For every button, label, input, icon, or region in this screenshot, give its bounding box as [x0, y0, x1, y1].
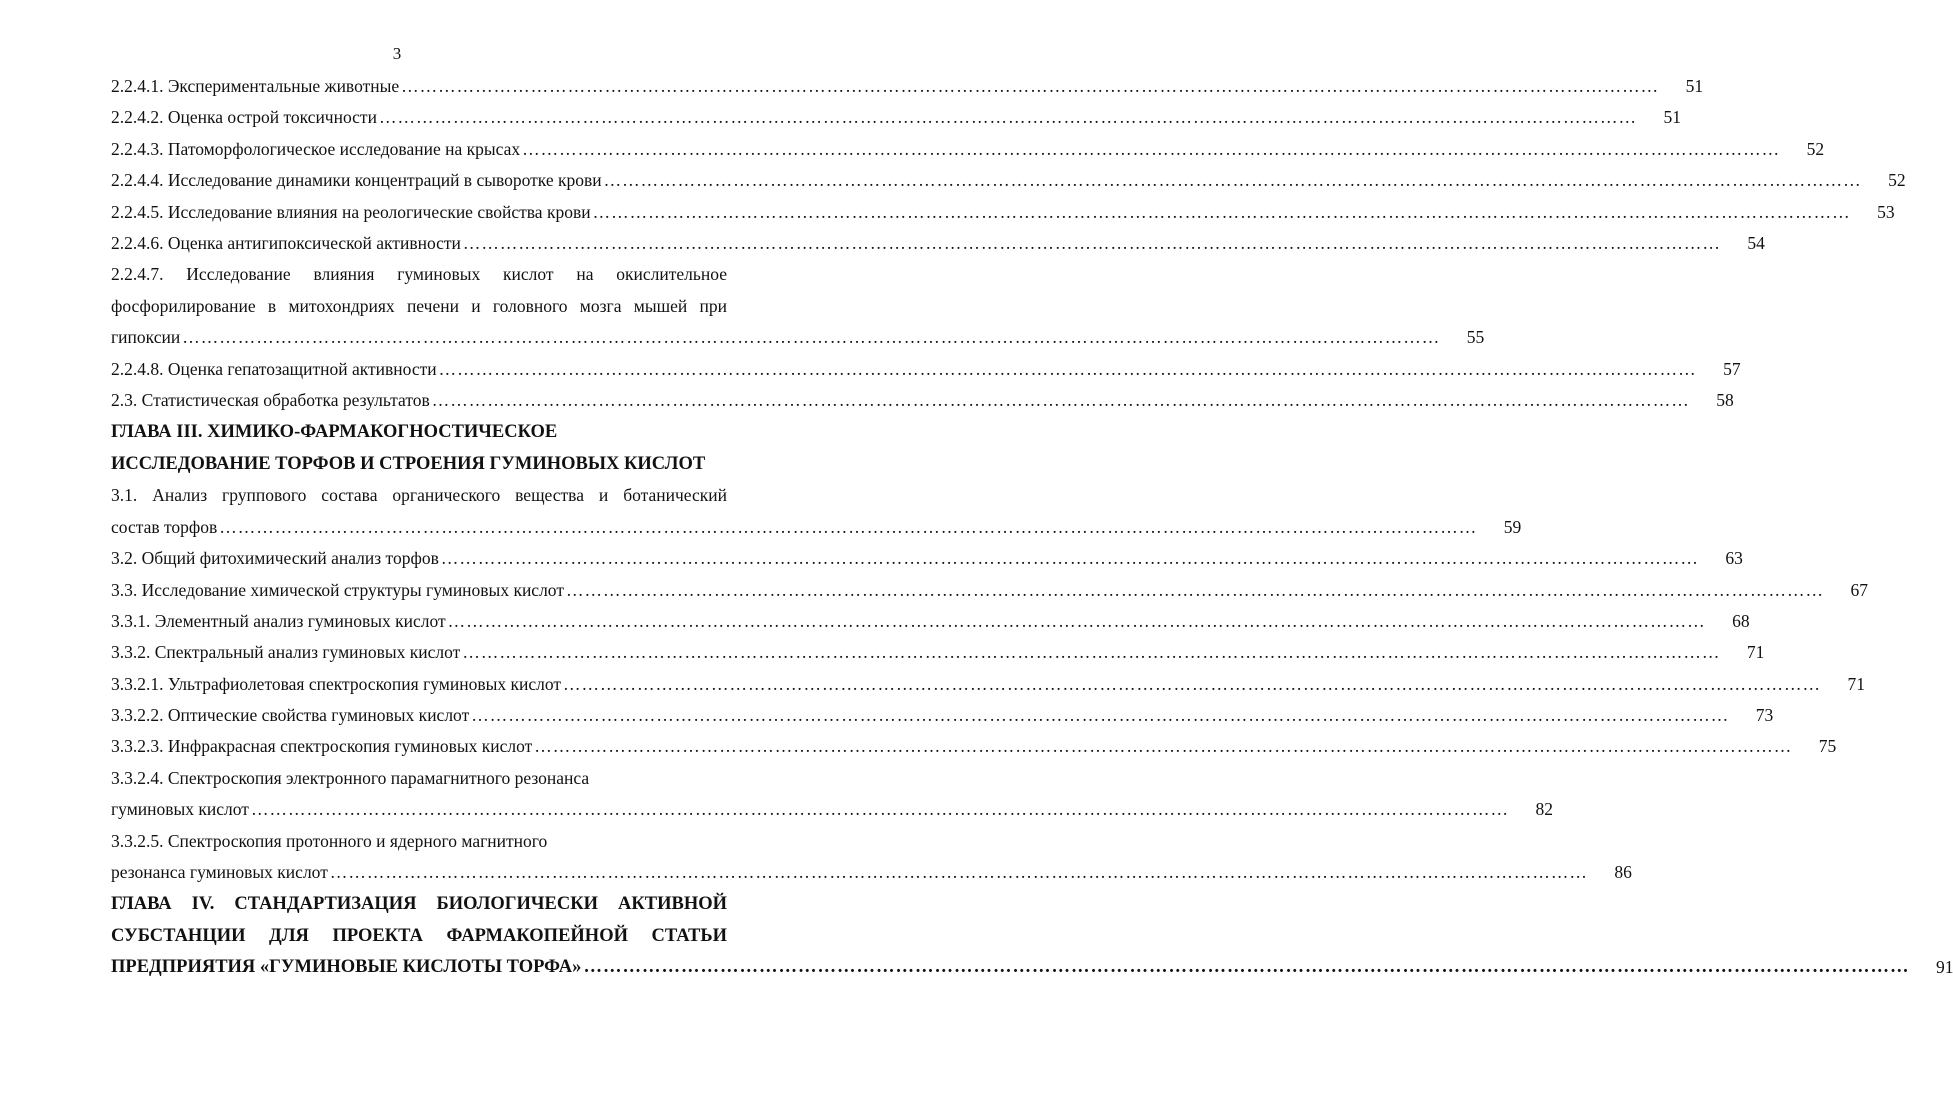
toc-entry	[111, 165, 1906, 196]
toc-entry-title: 2.2.4.6. Оценка антигипоксической активности	[111, 232, 461, 253]
toc-entry-title: 2.2.4.3. Патоморфологическое исследование на крысах	[111, 138, 521, 159]
dot-leader	[563, 669, 1821, 700]
toc-entry	[111, 731, 1837, 762]
table-of-contents	[111, 71, 1953, 984]
dot-leader	[219, 512, 1477, 543]
dot-leader	[432, 385, 1690, 416]
toc-entry-page: 63	[1725, 548, 1743, 569]
toc-entry-title: 2.2.4.8. Оценка гепатозащитной активности	[111, 358, 437, 379]
page-number: 3	[392, 44, 402, 63]
toc-entry	[111, 512, 1522, 543]
dot-leader	[522, 134, 1780, 165]
toc-entry-page: 57	[1723, 358, 1741, 379]
toc-entry	[111, 322, 1485, 353]
chapter-heading: СУБСТАНЦИИ ДЛЯ ПРОЕКТА ФАРМАКОПЕЙНОЙ СТАТЬИ	[111, 926, 727, 947]
toc-entry-line: 3.3.2.4. Спектроскопия электронного парамагнитного резонанса	[111, 767, 590, 788]
dot-leader	[330, 857, 1588, 888]
dot-leader	[448, 606, 1706, 637]
toc-entry-page: 67	[1850, 579, 1868, 600]
dot-leader	[379, 102, 1637, 133]
toc-entry-title: 3.3. Исследование химической структуры гуминовых кислот	[111, 579, 564, 600]
dot-leader	[471, 700, 1729, 731]
toc-entry-page: 68	[1732, 610, 1750, 631]
toc-entry-page: 71	[1746, 642, 1765, 663]
toc-entry-title: 3.2. Общий фитохимический анализ торфов	[111, 548, 439, 569]
dot-leader	[401, 71, 1659, 102]
toc-entry-title: ПРЕДПРИЯТИЯ «ГУМИНОВЫЕ КИСЛОТЫ ТОРФА»	[111, 957, 582, 978]
toc-entry-line: фосфорилирование в митохондриях печени и головного мозга мышей при	[111, 295, 727, 316]
toc-entry-title: 2.2.4.5. Исследование влияния на реологические свойства крови	[111, 201, 591, 222]
toc-entry	[111, 606, 1750, 637]
toc-entry-title: 2.3. Статистическая обработка результатов	[111, 389, 430, 410]
toc-entry-page: 86	[1614, 862, 1632, 883]
dot-leader	[463, 228, 1721, 259]
toc-entry	[111, 857, 1632, 888]
toc-entry-page: 51	[1663, 107, 1681, 128]
toc-entry-page: 82	[1535, 799, 1553, 820]
dot-leader	[534, 731, 1792, 762]
chapter-heading: ГЛАВА IV. СТАНДАРТИЗАЦИЯ БИОЛОГИЧЕСКИ АКТИВНОЙ	[111, 894, 727, 915]
dot-leader	[441, 543, 1699, 574]
toc-entry-page: 59	[1503, 516, 1522, 537]
toc-entry-title: 3.3.1. Элементный анализ гуминовых кислот	[111, 610, 446, 631]
toc-entry-line: 2.2.4.7. Исследование влияния гуминовых кислот на окислительное	[111, 264, 727, 285]
dot-leader	[593, 197, 1851, 228]
toc-entry-title: гипоксии	[111, 327, 181, 348]
dot-leader	[604, 165, 1862, 196]
dot-leader	[439, 354, 1697, 385]
chapter-heading: ИССЛЕДОВАНИЕ ТОРФОВ И СТРОЕНИЯ ГУМИНОВЫХ КИСЛОТ	[111, 454, 706, 475]
toc-entry	[111, 354, 1741, 385]
toc-entry	[111, 71, 1704, 102]
toc-entry	[111, 637, 1765, 668]
toc-entry-title: 3.3.2. Спектральный анализ гуминовых кислот	[111, 642, 461, 663]
toc-entry-line: 3.3.2.5. Спектроскопия протонного и ядерного магнитного	[111, 830, 548, 851]
toc-entry-title: 3.3.2.3. Инфракрасная спектроскопия гуминовых кислот	[111, 736, 533, 757]
toc-entry-page: 54	[1747, 232, 1765, 253]
toc-entry	[111, 134, 1825, 165]
toc-entry	[111, 543, 1743, 574]
toc-entry	[111, 197, 1895, 228]
toc-entry-title: 2.2.4.4. Исследование динамики концентраций в сыворотке крови	[111, 170, 602, 191]
toc-entry-title: резонанса гуминовых кислот	[111, 862, 328, 883]
dot-leader	[462, 637, 1720, 668]
toc-entry-page: 71	[1847, 673, 1866, 694]
toc-entry-title: 2.2.4.2. Оценка острой токсичности	[111, 107, 377, 128]
toc-entry-page: 52	[1806, 138, 1825, 159]
toc-entry-page: 53	[1877, 201, 1895, 222]
toc-entry-page: 55	[1466, 327, 1485, 348]
dot-leader	[182, 322, 1440, 353]
dot-leader	[583, 952, 1909, 983]
toc-entry	[111, 228, 1765, 259]
toc-entry	[111, 575, 1868, 606]
toc-entry	[111, 794, 1553, 825]
toc-entry-title: 2.2.4.1. Экспериментальные животные	[111, 75, 400, 96]
toc-entry-page: 73	[1755, 705, 1774, 726]
toc-entry	[111, 669, 1866, 700]
dot-leader	[251, 794, 1509, 825]
dot-leader	[566, 575, 1824, 606]
toc-entry-page: 51	[1685, 75, 1704, 96]
toc-entry-title: 3.3.2.2. Оптические свойства гуминовых кислот	[111, 705, 470, 726]
toc-entry-title: гуминовых кислот	[111, 799, 249, 820]
toc-entry-page: 52	[1888, 170, 1906, 191]
chapter-heading: ГЛАВА III. ХИМИКО-ФАРМАКОГНОСТИЧЕСКОЕ	[111, 422, 558, 443]
toc-entry	[111, 102, 1681, 133]
toc-entry	[111, 700, 1774, 731]
toc-entry	[111, 952, 1953, 983]
toc-entry-page: 75	[1818, 736, 1837, 757]
toc-entry-title: 3.3.2.1. Ультрафиолетовая спектроскопия гуминовых кислот	[111, 673, 562, 694]
toc-entry-line: 3.1. Анализ группового состава органического вещества и ботанический	[111, 485, 727, 506]
toc-entry-page: 58	[1716, 389, 1734, 410]
toc-entry-title: состав торфов	[111, 516, 218, 537]
toc-entry-page: 91	[1935, 957, 1953, 978]
toc-entry	[111, 385, 1734, 416]
